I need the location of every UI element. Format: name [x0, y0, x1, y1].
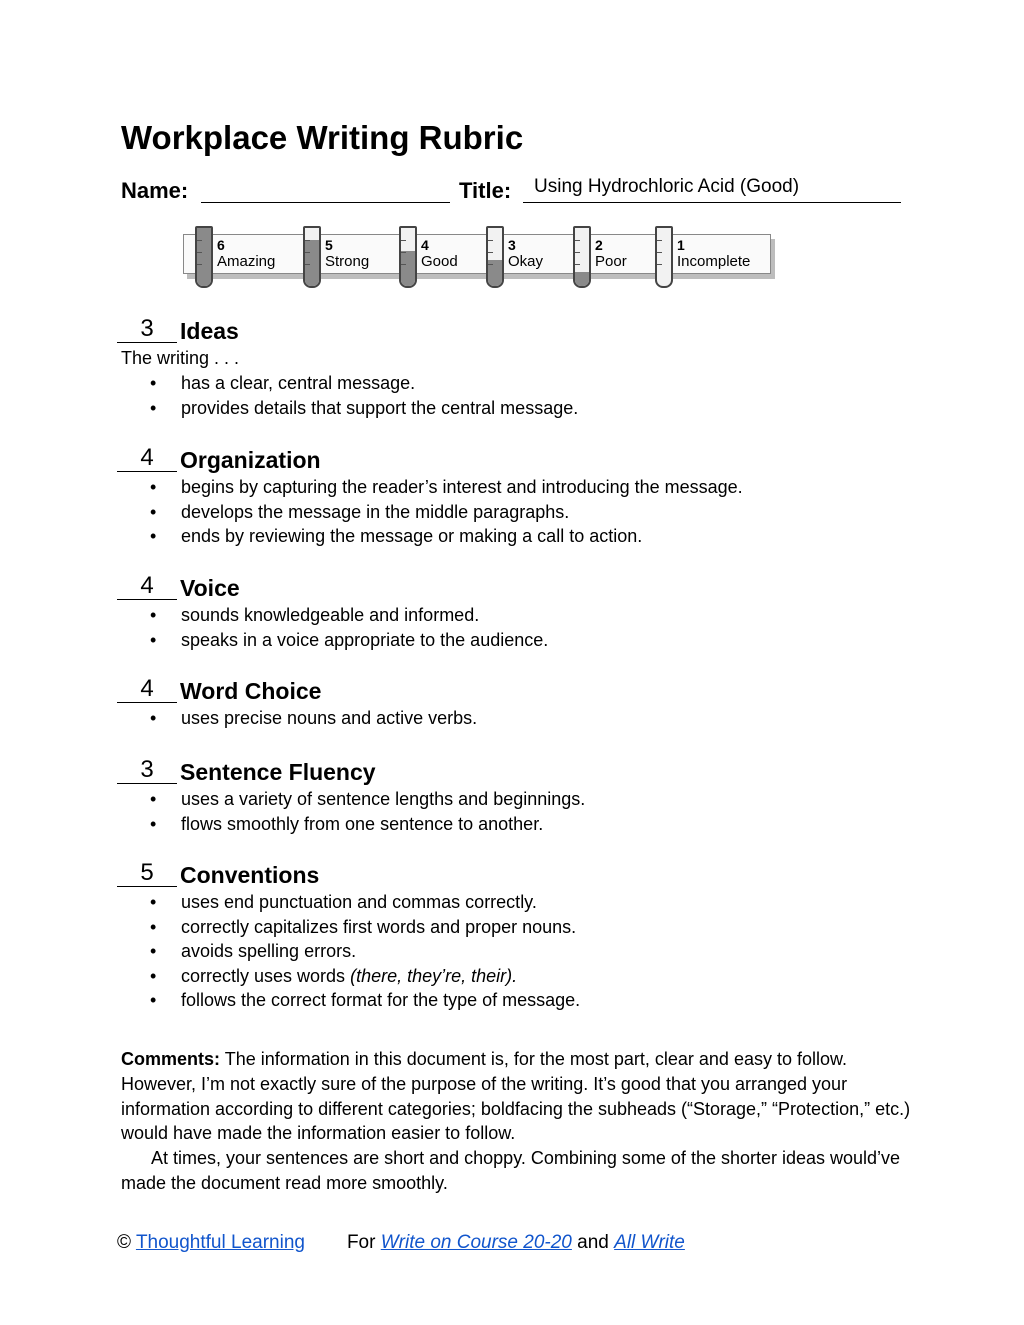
criteria-list	[117, 603, 548, 652]
book-link-write-on-course[interactable]: Write on Course 20-20	[380, 1232, 572, 1253]
list-item: • sounds knowledgeable and informed.	[117, 603, 548, 628]
test-tube-icon	[655, 226, 673, 288]
test-tube-icon	[573, 226, 591, 288]
footer	[117, 1231, 685, 1255]
list-item: • uses end punctuation and commas correctly.	[117, 890, 580, 915]
tube-fill	[575, 272, 589, 287]
list-item: • uses a variety of sentence lengths and beginnings.	[117, 787, 585, 812]
title-value: Using Hydrochloric Acid (Good)	[534, 176, 800, 197]
list-item: • uses precise nouns and active verbs.	[117, 706, 477, 731]
list-item: • correctly capitalizes first words and proper nouns.	[117, 915, 580, 940]
criteria-list	[117, 890, 580, 1013]
section-heading: Ideas	[180, 318, 239, 344]
book-link-all-write[interactable]: All Write	[614, 1232, 685, 1253]
score-field[interactable]: 5	[117, 860, 177, 887]
scale-label: Amazing	[217, 253, 276, 270]
list-item: • develops the message in the middle paragraphs.	[117, 500, 743, 525]
list-item: • provides details that support the central message.	[117, 396, 578, 421]
scale-label: Poor	[595, 253, 627, 270]
test-tube-icon	[303, 226, 321, 288]
title-label: Title:	[459, 178, 512, 203]
section-heading: Sentence Fluency	[180, 759, 376, 785]
list-item: • correctly uses words (there, they’re, their).	[117, 964, 580, 989]
list-item: • has a clear, central message.	[117, 371, 578, 396]
scale-number: 5	[325, 237, 333, 253]
criteria-list	[117, 787, 585, 836]
scale-number: 3	[508, 237, 516, 253]
scale-label: Good	[421, 253, 458, 270]
scale-label: Incomplete	[677, 253, 751, 270]
rating-scale	[181, 226, 781, 290]
scale-number: 6	[217, 237, 225, 253]
for-text: For	[346, 1232, 376, 1253]
score-field[interactable]: 4	[117, 676, 177, 703]
title-field[interactable]	[523, 202, 901, 203]
test-tube-icon	[486, 226, 504, 288]
list-item: • ends by reviewing the message or making a call to action.	[117, 524, 743, 549]
comments-paragraph	[121, 1047, 911, 1146]
scale-number: 4	[421, 237, 429, 253]
copyright-symbol: ©	[117, 1232, 131, 1253]
comments-paragraph-2: At times, your sentences are short and choppy. Combining some of the shorter ideas would’ve made the document read more smoothly.	[121, 1148, 901, 1193]
section-heading: Voice	[180, 575, 240, 601]
tube-fill	[305, 240, 319, 286]
comments-label: Comments:	[121, 1049, 221, 1069]
list-item: • avoids spelling errors.	[117, 939, 580, 964]
page-title: Workplace Writing Rubric	[121, 119, 524, 156]
name-label: Name:	[121, 178, 189, 203]
list-item: • speaks in a voice appropriate to the audience.	[117, 628, 548, 653]
publisher-link[interactable]: Thoughtful Learning	[135, 1232, 305, 1253]
criteria-list	[117, 706, 477, 731]
list-item: • follows the correct format for the type of message.	[117, 988, 580, 1013]
comments-text: The information in this document is, for the most part, clear and easy to follow. However, I’m not exactly sure of the purpose of the writing. It’s good that you arranged your information according to different categories; boldfacing the subheads (“Storage,” “Protection,” etc.) would have made the information easier to follow.	[121, 1049, 911, 1144]
test-tube-icon	[195, 226, 213, 288]
tube-fill	[401, 251, 415, 286]
scale-number: 1	[677, 237, 685, 253]
scale-label: Okay	[508, 253, 544, 270]
score-field[interactable]: 4	[117, 573, 177, 600]
list-item: • flows smoothly from one sentence to another.	[117, 812, 585, 837]
score-field[interactable]: 3	[117, 757, 177, 784]
section-intro: The writing . . .	[121, 348, 240, 368]
scale-label: Strong	[325, 253, 370, 270]
scale-number: 2	[595, 237, 603, 253]
and-text: and	[577, 1232, 609, 1253]
section-heading: Conventions	[180, 862, 320, 888]
section-heading: Word Choice	[180, 678, 322, 704]
score-field[interactable]: 4	[117, 445, 177, 472]
tube-fill	[197, 228, 211, 286]
list-item: • begins by capturing the reader’s interest and introducing the message.	[117, 475, 743, 500]
criteria-list	[117, 475, 743, 549]
italic-examples: (there, they’re, their).	[350, 965, 518, 986]
name-field[interactable]	[201, 202, 450, 203]
score-field[interactable]: 3	[117, 316, 177, 343]
criteria-list	[117, 371, 578, 420]
comments-block	[121, 1047, 911, 1196]
section-heading: Organization	[180, 447, 321, 473]
test-tube-icon	[399, 226, 417, 288]
